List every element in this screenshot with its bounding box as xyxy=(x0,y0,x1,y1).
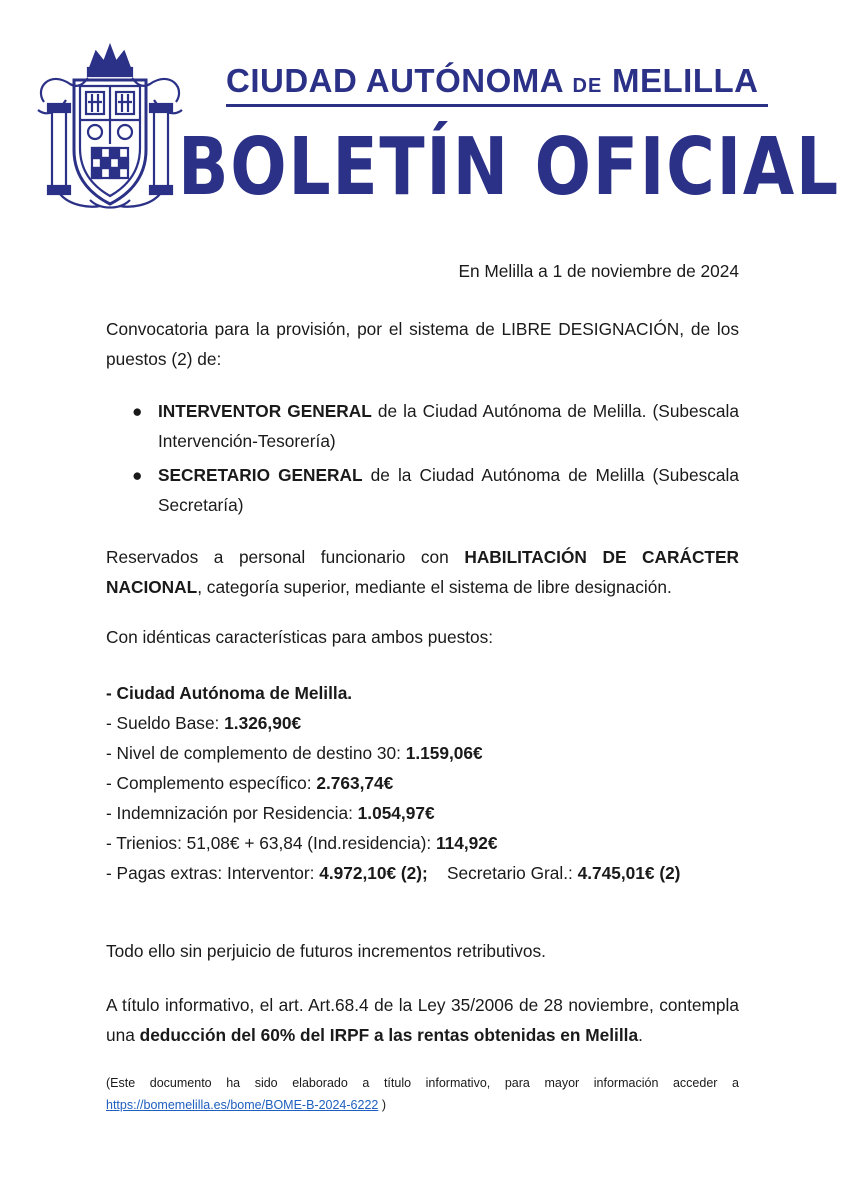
city-name-heading xyxy=(226,62,771,100)
position-title: INTERVENTOR GENERAL xyxy=(158,401,372,421)
detail-value: 1.054,97€ xyxy=(357,803,435,823)
salary-details xyxy=(106,678,739,888)
position-description: de la Ciudad Autónoma de Melilla (Subescala Secretaría) xyxy=(158,465,739,515)
bullet-icon: ● xyxy=(132,465,143,485)
extra-pay-secretario-label: Secretario Gral.: xyxy=(447,863,578,883)
footnote-text: (Este documento ha sido elaborado a título informativo, para mayor información acceder a xyxy=(106,1076,739,1090)
tax-deduction: deducción del 60% del IRPF a las rentas obtenidas en Melilla xyxy=(139,1025,639,1045)
detail-row xyxy=(106,738,739,768)
footnote-closing: ) xyxy=(378,1098,386,1112)
extra-pay-row xyxy=(106,858,739,888)
detail-row xyxy=(106,798,739,828)
detail-label: - Trienios: 51,08€ + 63,84 (Ind.residencia): xyxy=(106,833,436,853)
detail-row xyxy=(106,828,739,858)
positions-list xyxy=(106,396,739,520)
reserved-paragraph xyxy=(106,542,739,602)
bulletin-title: BOLETÍN OFICIAL xyxy=(178,121,840,213)
detail-label: - Indemnización por Residencia: xyxy=(106,803,358,823)
city-name-part1: CIUDAD AUTÓNOMA xyxy=(226,62,563,99)
tax-info-suffix: . xyxy=(638,1025,643,1045)
city-name-part2: MELILLA xyxy=(612,62,759,99)
document-body xyxy=(106,256,739,1116)
both-positions-line: Con idénticas características para ambos puestos: xyxy=(106,627,494,647)
detail-row xyxy=(106,768,739,798)
reserved-prefix: Reservados a personal funcionario con xyxy=(106,547,465,567)
future-increments-line: Todo ello sin perjuicio de futuros incrementos retributivos. xyxy=(106,941,546,961)
detail-value: 1.326,90€ xyxy=(224,713,302,733)
header-rule xyxy=(226,104,768,107)
position-description: de la Ciudad Autónoma de Melilla. (Subescala Intervención-Tesorería) xyxy=(158,401,739,451)
detail-value: 2.763,74€ xyxy=(316,773,394,793)
intro-paragraph: Convocatoria para la provisión, por el sistema de LIBRE DESIGNACIÓN, de los puestos (2) de: xyxy=(106,319,739,369)
melilla-coat-of-arms-icon xyxy=(30,40,190,212)
bullet-icon: ● xyxy=(132,401,143,421)
list-item xyxy=(106,396,739,456)
date-line: En Melilla a 1 de noviembre de 2024 xyxy=(458,261,739,281)
extra-pay-label: - Pagas extras: Interventor: xyxy=(106,863,320,883)
bulletin-header xyxy=(0,0,846,240)
extra-pay-interventor: 4.972,10€ (2); xyxy=(319,863,428,883)
footnote xyxy=(106,1072,739,1116)
city-name-connector: DE xyxy=(572,75,603,97)
detail-value: 1.159,06€ xyxy=(405,743,483,763)
list-item xyxy=(106,460,739,520)
reserved-suffix: , categoría superior, mediante el sistema de libre designación. xyxy=(197,577,672,597)
detail-label: - Sueldo Base: xyxy=(106,713,225,733)
detail-label: - Nivel de complemento de destino 30: xyxy=(106,743,406,763)
reserved-habilitation: HABILITACIÓN DE CARÁCTER NACIONAL xyxy=(106,547,739,597)
detail-label: - Complemento específico: xyxy=(106,773,317,793)
detail-row xyxy=(106,708,739,738)
details-heading: - Ciudad Autónoma de Melilla. xyxy=(106,683,353,703)
tax-info-paragraph xyxy=(106,990,739,1050)
detail-value: 114,92€ xyxy=(435,833,498,853)
bome-link[interactable]: https://bomemelilla.es/bome/BOME-B-2024-6222 xyxy=(106,1098,379,1112)
position-title: SECRETARIO GENERAL xyxy=(158,465,363,485)
tax-info-prefix: A título informativo, el art. Art.68.4 de la Ley 35/2006 de 28 noviembre, contempla una xyxy=(106,995,739,1045)
extra-pay-secretario: 4.745,01€ (2) xyxy=(577,863,681,883)
